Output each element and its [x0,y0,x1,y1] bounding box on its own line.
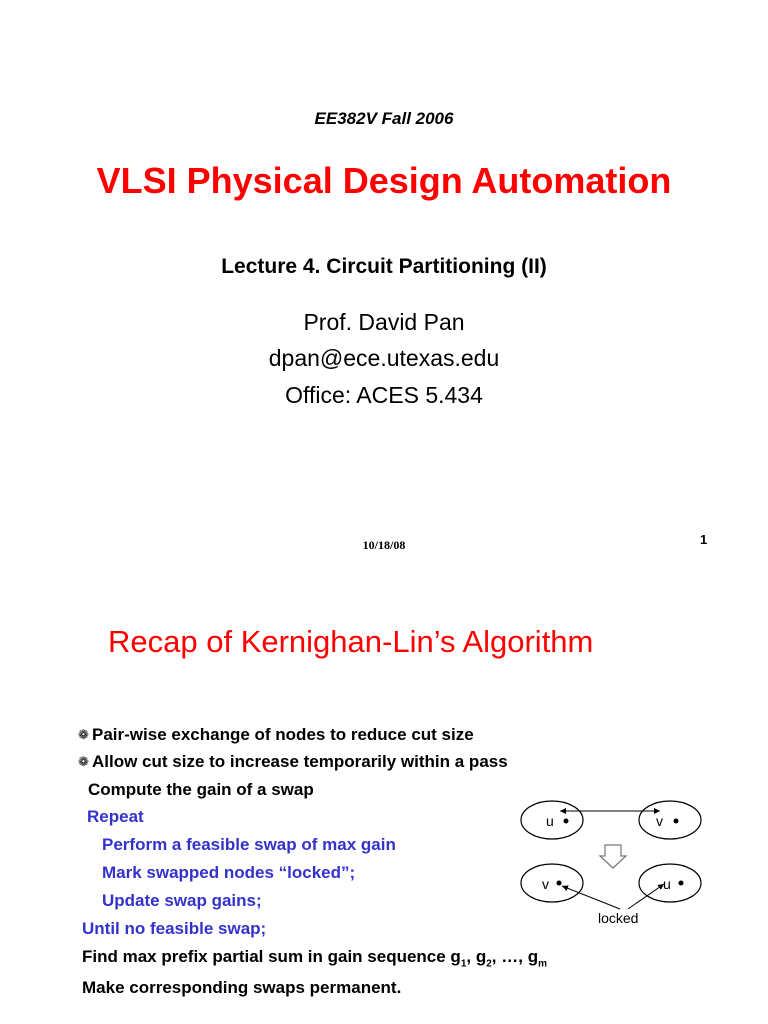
find-prefix-text: Find max prefix partial sum in gain sequence g [82,947,461,966]
lecture-title: Lecture 4. Circuit Partitioning (II) [221,255,547,278]
find-sep-2: , …, g [491,947,539,966]
professor-email: dpan@ece.utexas.edu [268,345,500,371]
professor-office: Office: ACES 5.434 [285,382,483,408]
node-label-top-left: u [546,813,554,829]
slide-2-title: Recap of Kernighan-Lin’s Algorithm [108,624,594,659]
step-until: Until no feasible swap; [82,919,267,938]
step-update: Update swap gains; [102,891,262,910]
step-perform: Perform a feasible swap of max gain [102,835,396,854]
node-label-top-right: v [656,813,663,829]
node-label-bottom-right: u [663,876,671,892]
page-number: 1 [700,532,708,547]
step-repeat: Repeat [87,807,144,826]
subscript-1: 1 [460,958,467,970]
find-sep-1: , g [466,947,487,966]
bullet-item [78,725,474,745]
subscript-2: 2 [486,958,492,970]
node-oval-bottom-left [521,864,583,902]
node-dot [557,881,562,886]
slide-date: 10/18/08 [362,538,406,552]
swap-diagram [520,790,710,930]
step-find-prefix [82,947,547,969]
bullet-text: Pair-wise exchange of nodes to reduce cut size [92,725,474,744]
node-dot [564,819,569,824]
gear-bullet-icon: ❁ [78,727,89,742]
slide-1-title: VLSI Physical Design Automation [96,160,672,201]
step-mark: Mark swapped nodes “locked”; [102,863,356,882]
node-label-bottom-left: v [542,876,549,892]
professor-name: Prof. David Pan [303,309,465,335]
step-compute: Compute the gain of a swap [88,780,314,799]
bullet-text: Allow cut size to increase temporarily within a pass [92,752,508,771]
bullet-item [78,752,508,772]
subscript-m: m [538,958,547,970]
slide-2 [0,590,768,1024]
down-arrow-icon [600,845,626,868]
locked-label: locked [598,910,639,926]
node-oval-top-right [639,801,701,839]
step-make-permanent: Make corresponding swaps permanent. [82,978,402,997]
node-dot [679,881,684,886]
node-dot [674,819,679,824]
course-label: EE382V Fall 2006 [314,109,454,128]
gear-bullet-icon: ❁ [78,754,89,769]
